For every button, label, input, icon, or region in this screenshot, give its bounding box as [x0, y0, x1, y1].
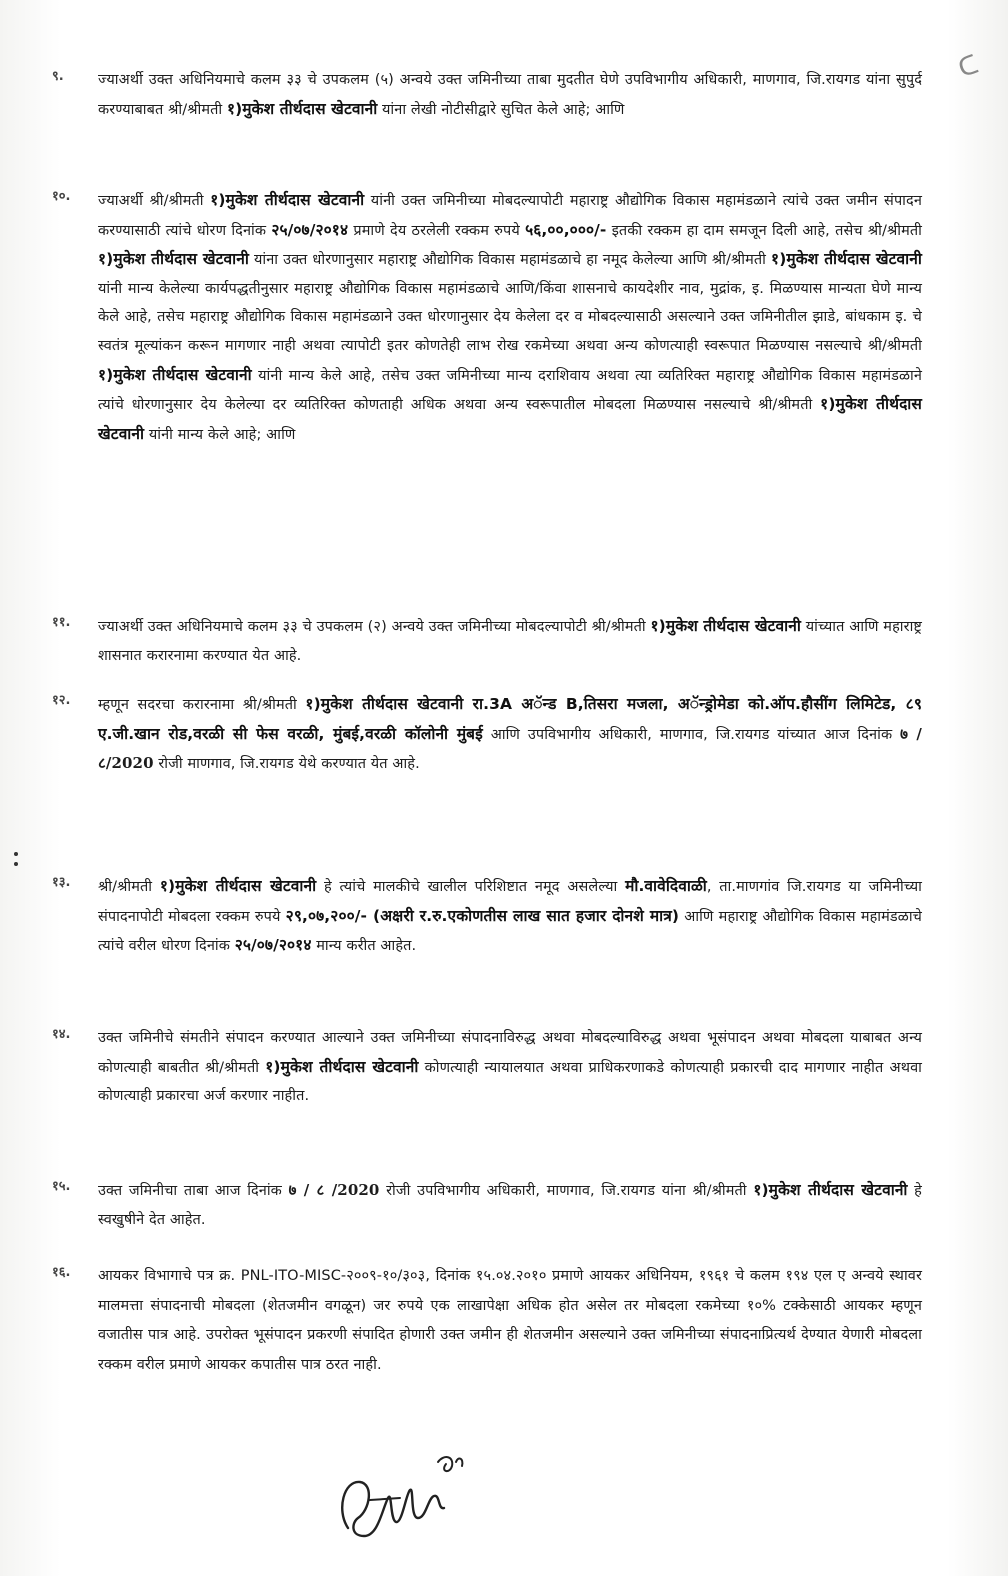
- paragraph-text: [98, 612, 922, 670]
- text-run: हे स्वखुषीने देत आहेत.: [98, 1183, 922, 1228]
- text-run: रोजी माणगाव, जि.रायगड येथे करण्यात येत आहे.: [153, 756, 420, 773]
- text-run: यांना लेखी नोटीसीद्वारे सुचित केले आहे; आणि: [377, 101, 625, 118]
- paragraph-text: [98, 872, 922, 961]
- bold-text-run: १)मुकेश तीर्थदास खेटवानी: [98, 395, 923, 443]
- text-run: रोजी उपविभागीय अधिकारी, माणगाव, जि.रायगड यांना श्री/श्रीमती: [379, 1183, 754, 1199]
- text-run: आणि उपविभागीय अधिकारी, माणगाव, जि.रायगड यांच्यात आज दिनांक: [482, 726, 901, 743]
- paragraph-number: १०.: [52, 189, 71, 204]
- bold-text-run: मौ.वावेदिवाळी: [625, 877, 707, 895]
- margin-dot: [14, 852, 18, 856]
- text-run: हे त्यांचे मालकीचे खालील परिशिष्टात नमूद असलेल्या: [316, 879, 626, 895]
- paragraph-14: [52, 1024, 922, 1111]
- bold-text-run: १)मुकेश तीर्थदास खेटवानी: [98, 250, 249, 269]
- text-run: उक्त जमिनीचा ताबा आज दिनांक: [98, 1183, 289, 1199]
- paragraph-number: ११.: [52, 615, 71, 630]
- bold-text-run: ५६,००,०००/-: [525, 220, 607, 239]
- paragraph-text: [98, 690, 922, 779]
- paragraph-text: [98, 1262, 922, 1380]
- text-run: ज्याअर्थी उक्त अधिनियमाचे कलम ३३ चे उपकलम (५) अन्वये उक्त जमिनीच्या ताबा मुदतीत घेणे उपविभागीय अधिकारी, माणगाव, जि.रायगड यांना सुपुर्द करण्याबाबत श्री/श्रीमती: [98, 72, 922, 118]
- paragraph-text: [98, 186, 922, 449]
- paragraph-text: [98, 1176, 922, 1234]
- paragraph-text: [98, 66, 922, 124]
- bold-text-run: १)मुकेश तीर्थदास खेटवानी: [753, 1181, 908, 1199]
- text-run: इतकी रक्कम हा दाम समजून दिली आहे, तसेच श्री/श्रीमती: [606, 222, 922, 239]
- text-run: यांनी उक्त जमिनीच्या मोबदल्यापोटी महाराष्ट्र औद्योगिक विकास महामंडळाने त्यांचे उक्त जमीन संपादन करण्यासाठी त्यांचे धोरण दिनांक: [98, 193, 922, 239]
- paragraph-9: [52, 66, 922, 124]
- bold-text-run: १)मुकेश तीर्थदास खेटवानी: [650, 617, 801, 635]
- text-run: म्हणून सदरचा करारनामा श्री/श्रीमती: [98, 697, 306, 713]
- text-run: आयकर विभागाचे पत्र क्र. PNL-ITO-MISC-२००९-१०/३०३, दिनांक १५.०४.२०१० प्रमाणे आयकर अधिनियम, १९६१ चे कलम १९४ एल ए अन्वये स्थावर मालमत्ता संपादनाची मोबदला (शेतजमीन वगळून) जर रुपये एक लाखापेक्षा अधिक होत असेल तर मोबदला रकमेच्या १०% टक्केसाठी आयकर म्हणून वजातीस पात्र आहे. उपरोक्त भूसंपादन प्रकरणी संपादित होणारी उक्त जमीन ही शेतजमीन असल्याने उक्त जमिनीच्या संपादनाप्रित्यर्थ देण्यात येणारी मोबदला रक्कम वरील प्रमाणे आयकर कपातीस पात्र ठरत नाही.: [98, 1268, 922, 1373]
- bold-text-run: १)मुकेश तीर्थदास खेटवानी: [265, 1057, 419, 1076]
- text-run: प्रमाणे देय ठरलेली रक्कम रुपये: [348, 222, 526, 239]
- paragraph-11: [52, 612, 922, 670]
- text-run: ज्याअर्थी उक्त अधिनियमाचे कलम ३३ चे उपकलम (२) अन्वये उक्त जमिनीच्या मोबदल्यापोटी श्री/श्रीमती: [98, 619, 651, 635]
- text-run: ज्याअर्थी श्री/श्रीमती: [98, 193, 211, 209]
- bold-text-run: १)मुकेश तीर्थदास खेटवानी: [210, 191, 365, 209]
- bold-text-run: १)मुकेश तीर्थदास खेटवानी: [226, 99, 378, 118]
- handwritten-date: ७ / ८ /2020: [288, 1181, 380, 1199]
- paragraph-16: [52, 1262, 922, 1380]
- text-run: मान्य करीत आहेत.: [311, 938, 417, 955]
- text-run: उक्त जमिनीचे संमतीने संपादन करण्यात आल्याने उक्त जमिनीच्या संपादनाविरुद्ध अथवा मोबदल्याविरुद्ध अथवा भूसंपादन अथवा मोबदला याबाबत अन्य कोणत्याही बाबतीत श्री/श्रीमती: [98, 1030, 922, 1076]
- text-run: कोणत्याही न्यायालयात अथवा प्राधिकरणाकडे कोणत्याही प्रकारची दाद मागणार नाहीत अथवा कोणत्याही प्रकारचा अर्ज करणार नाहीत.: [98, 1059, 922, 1105]
- margin-dot: [14, 862, 18, 866]
- corner-scribble-mark: ᑕ: [954, 49, 983, 85]
- bold-text-run: १)मुकेश तीर्थदास खेटवानी: [771, 250, 923, 269]
- bold-text-run: १)मुकेश तीर्थदास खेटवानी: [159, 877, 317, 895]
- paragraph-12: [52, 690, 922, 779]
- paragraph-number: १४.: [52, 1027, 71, 1042]
- bold-text-run: १)मुकेश तीर्थदास खेटवानी रा.3A अॅन्ड B,तिसरा मजला, अॅन्ड्रोमेडा को.ऑप.हौसींग लिमिटेड, ८९ ए.जी.खान रोड,वरळी सी फेस वरळी, मुंबई,वरळी कॉलोनी मुंबई: [98, 695, 922, 743]
- paragraph-number: १३.: [52, 875, 71, 890]
- paragraph-15: [52, 1176, 922, 1234]
- handwritten-signature: [330, 1440, 470, 1550]
- text-run: यांनी मान्य केले आहे, तसेच उक्त जमिनीच्या मान्य दराशिवाय अथवा त्या व्यतिरिक्त महाराष्ट्र औद्योगिक विकास महामंडळाने त्यांचे धोरणानुसार देय केलेल्या दर व्यतिरिक्त कोणताही अधिक अथवा अन्य स्वरूपातील मोबदला मिळण्यास नसल्याचे श्री/श्रीमती: [98, 367, 922, 414]
- text-run: , ता.माणगांव जि.रायगड या जमिनीच्या संपादनापोटी मोबदला रक्कम रुपये: [98, 879, 922, 925]
- text-run: यांनी मान्य केले आहे; आणि: [144, 426, 296, 443]
- paragraph-number: ९.: [52, 69, 64, 84]
- paragraph-number: १६.: [52, 1265, 71, 1280]
- handwritten-date: ७ /८/2020: [98, 724, 923, 773]
- bold-text-run: २९,०७,२००/- (अक्षरी र.रु.एकोणतीस लाख सात हजार दोनशे मात्र): [285, 906, 680, 925]
- paragraph-13: [52, 872, 922, 961]
- bold-text-run: १)मुकेश तीर्थदास खेटवानी: [98, 365, 252, 384]
- bold-text-run: २५/०७/२०१४: [271, 220, 349, 239]
- text-run: श्री/श्रीमती: [98, 879, 160, 895]
- paragraph-number: १५.: [52, 1179, 71, 1194]
- bold-text-run: २५/०७/२०१४: [234, 936, 312, 955]
- text-run: आणि महाराष्ट्र औद्योगिक विकास महामंडळाचे त्यांचे वरील धोरण दिनांक: [98, 908, 922, 955]
- text-run: यांना उक्त धोरणानुसार महाराष्ट्र औद्योगिक विकास महामंडळाचे हा नमूद केलेल्या आणि श्री/श्रीमती: [248, 252, 772, 269]
- paragraph-number: १२.: [52, 693, 71, 708]
- paragraph-10: [52, 186, 922, 449]
- text-run: यांनी मान्य केलेल्या कार्यपद्धतीनुसार महाराष्ट्र औद्योगिक विकास महामंडळाचे आणि/किंवा शासनाचे कायदेशीर नाव, मुद्रांक, इ. मिळण्यास मान्यता घेणे मान्य केले आहे, तसेच महाराष्ट्र औद्योगिक विकास महामंडळाने उक्त धोरणानुसार देय केलेला दर व मोबदल्यासाठी असल्याने उक्त जमिनीतील झाडे, बांधकाम इ. चे स्वतंत्र मूल्यांकन करून मागणार नाही अथवा त्यापोटी इतर कोणतेही लाभ रोख रकमेच्या अथवा अन्य कोणत्याही स्वरूपात मिळण्यास नसल्याचे श्री/श्रीमती: [98, 280, 922, 354]
- text-run: यांच्यात आणि महाराष्ट्र शासनात करारनामा करण्यात येत आहे.: [98, 619, 922, 664]
- paragraph-text: [98, 1024, 922, 1111]
